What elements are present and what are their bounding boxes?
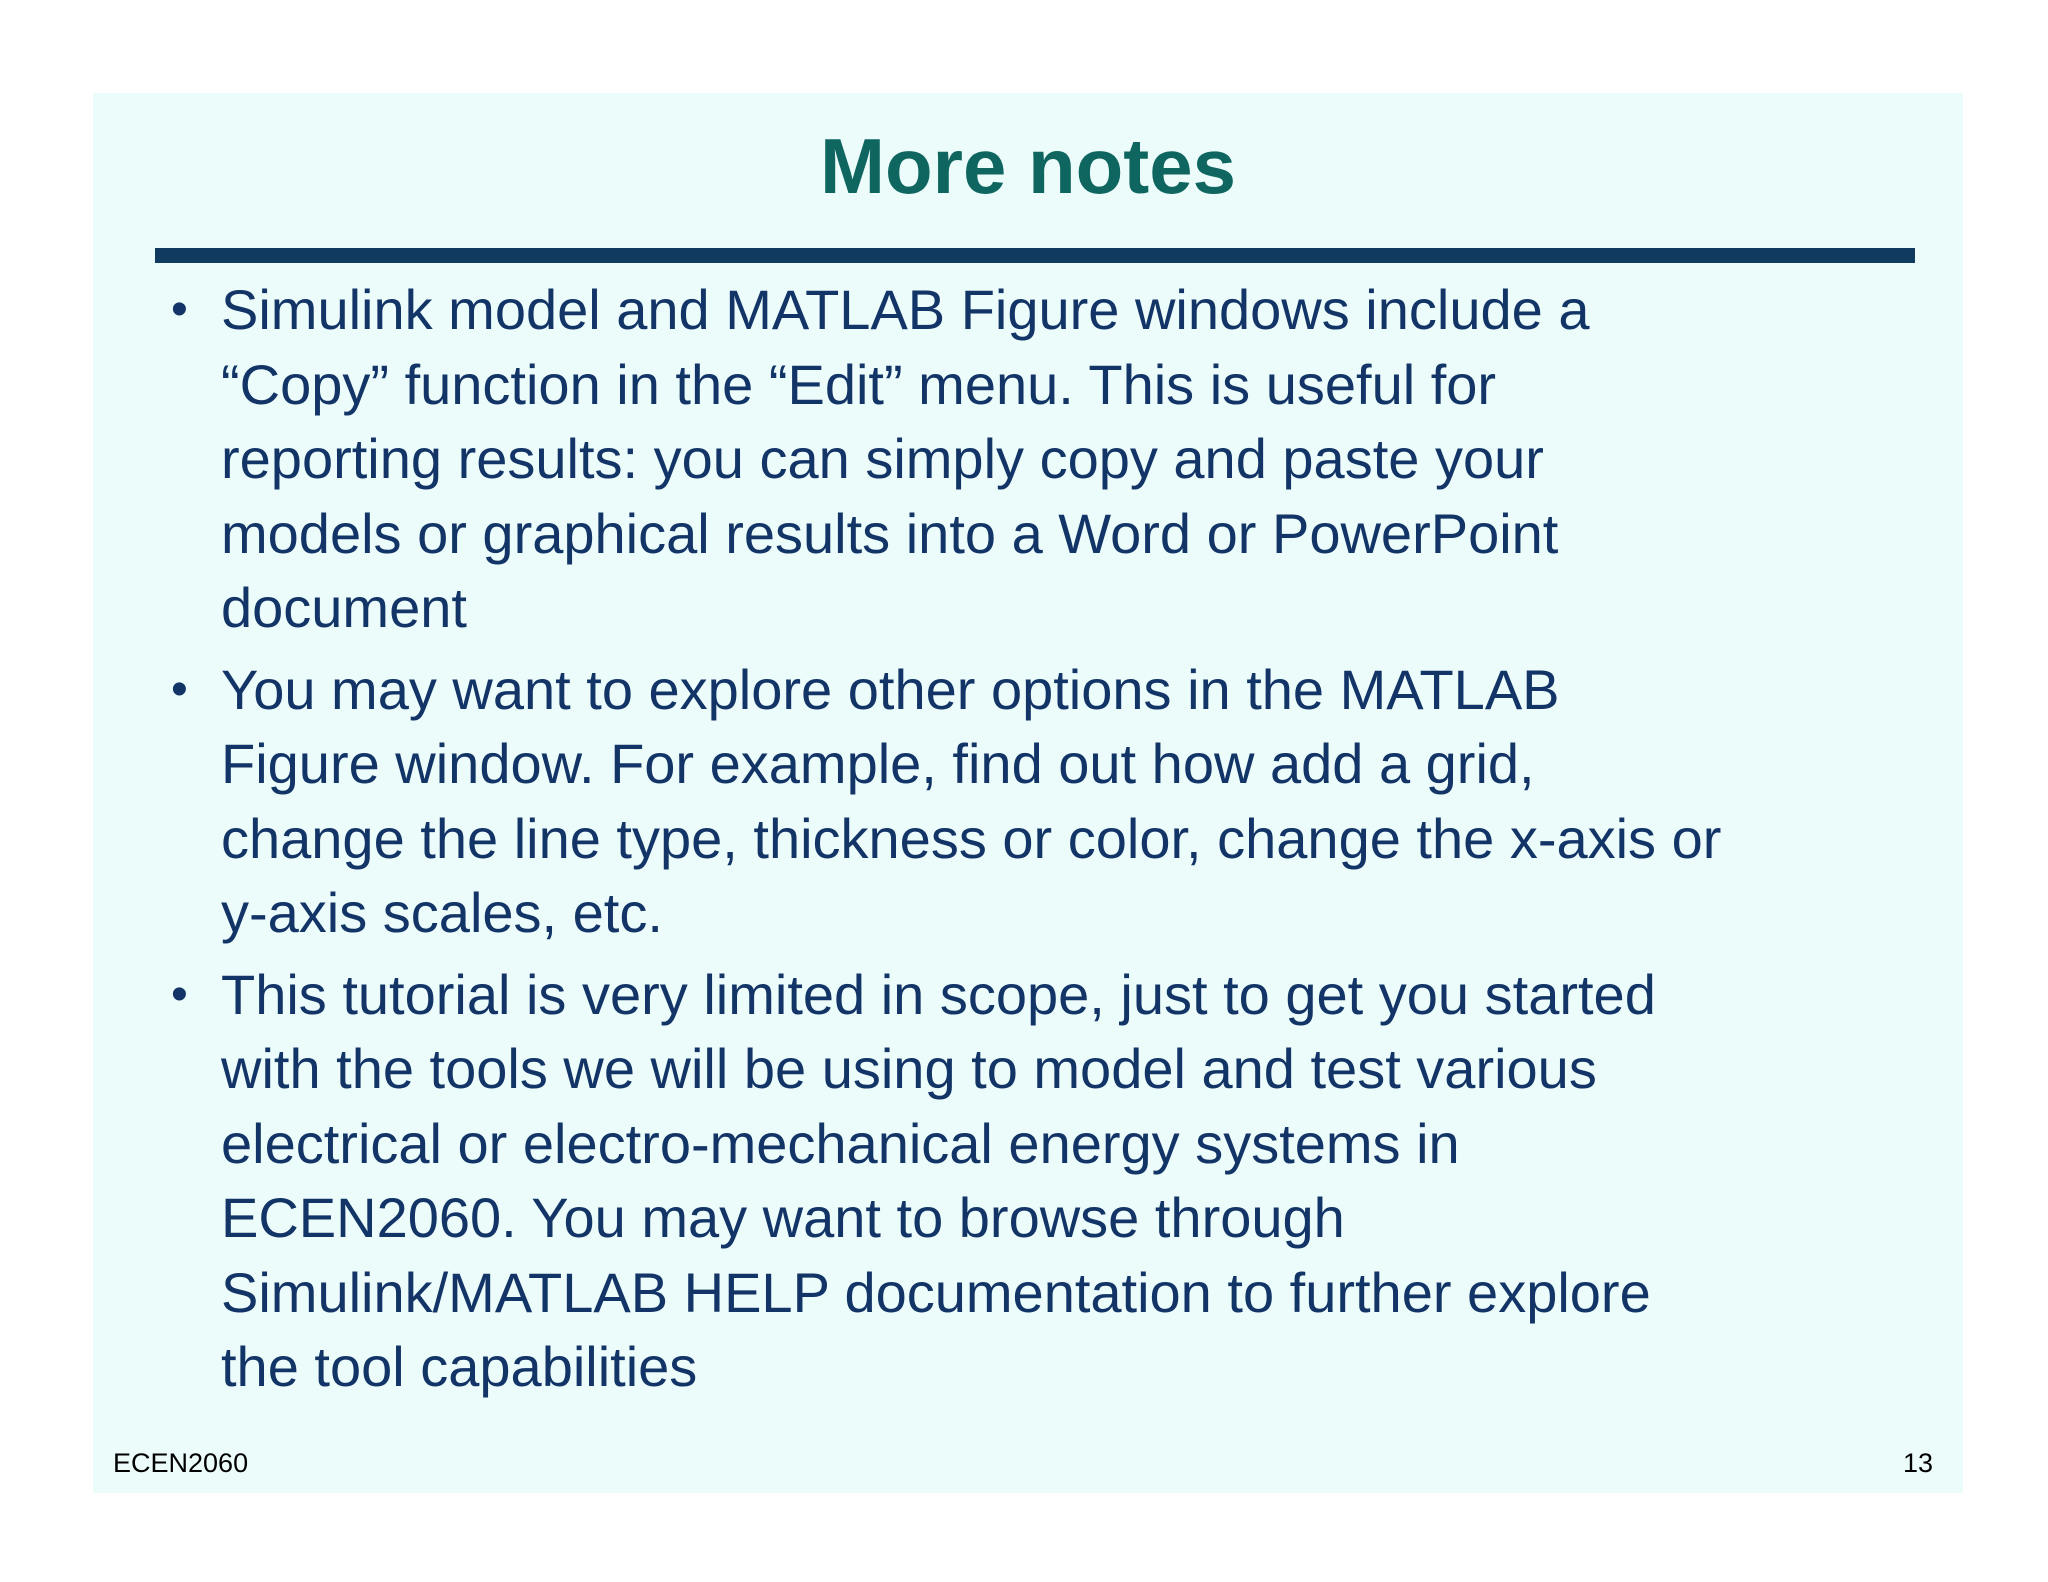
bullet-line: models or graphical results into a Word or PowerPoint bbox=[221, 501, 1559, 565]
bullet-line: This tutorial is very limited in scope, just to get you started bbox=[221, 962, 1656, 1026]
bullet-item bbox=[171, 653, 1941, 951]
bullet-dot-icon: • bbox=[171, 662, 188, 716]
bullet-line: Simulink/MATLAB HELP documentation to further explore bbox=[221, 1260, 1651, 1324]
footer-course-code: ECEN2060 bbox=[113, 1448, 249, 1478]
bullet-line: electrical or electro-mechanical energy systems in bbox=[221, 1111, 1460, 1175]
title-divider bbox=[155, 248, 1915, 263]
bullet-line: Figure window. For example, find out how add a grid, bbox=[221, 732, 1535, 795]
bullet-line: with the tools we will be using to model and test various bbox=[221, 1037, 1597, 1100]
bullet-line: the tool capabilities bbox=[221, 1335, 698, 1398]
bullet-item bbox=[171, 958, 1941, 1405]
bullet-item bbox=[171, 273, 1941, 646]
bullet-line: y-axis scales, etc. bbox=[221, 881, 663, 944]
bullet-line: Simulink model and MATLAB Figure windows include a bbox=[221, 278, 1590, 341]
footer-page-number: 13 bbox=[1902, 1448, 1933, 1478]
bullet-line: ECEN2060. You may want to browse through bbox=[221, 1186, 1345, 1249]
slide-title: More notes bbox=[819, 122, 1237, 210]
bullet-line: “Copy” function in the “Edit” menu. This is useful for bbox=[221, 352, 1497, 416]
bullet-line: document bbox=[221, 576, 467, 639]
bullet-line: reporting results: you can simply copy and paste your bbox=[221, 427, 1544, 490]
slide bbox=[93, 93, 1963, 1493]
bullet-dot-icon: • bbox=[171, 283, 188, 336]
bullet-list bbox=[171, 273, 1941, 1412]
bullet-line: You may want to explore other options in the MATLAB bbox=[221, 657, 1560, 721]
bullet-line: change the line type, thickness or color, change the x-axis or bbox=[221, 806, 1722, 870]
bullet-dot-icon: • bbox=[171, 967, 188, 1021]
